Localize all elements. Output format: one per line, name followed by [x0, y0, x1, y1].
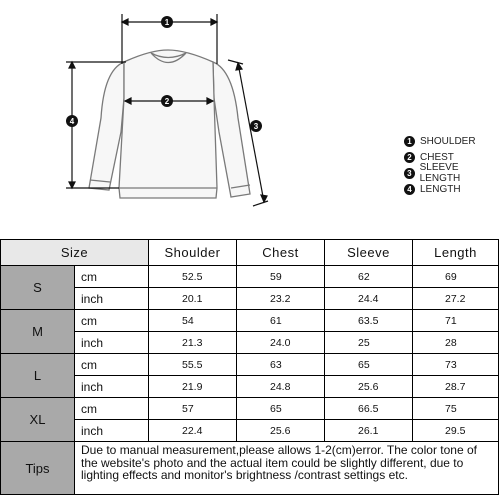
number-2-icon: 2 [404, 152, 415, 163]
value-cell: 23.2 [237, 288, 325, 310]
measure-marker-shoulder [161, 16, 173, 28]
header-shoulder: Shoulder [149, 240, 237, 266]
value-cell: 21.3 [149, 332, 237, 354]
sweater-outline [89, 50, 250, 198]
value-cell: 57 [149, 398, 237, 420]
value-cell: 28.7 [413, 376, 499, 398]
table-row [1, 288, 499, 310]
legend-item-sleeve [404, 162, 499, 184]
value-cell: 25.6 [325, 376, 413, 398]
value-cell: 65 [237, 398, 325, 420]
value-cell: 71 [413, 310, 499, 332]
table-row [1, 310, 499, 332]
value-cell: 54 [149, 310, 237, 332]
value-cell: 27.2 [413, 288, 499, 310]
tips-label: Tips [1, 442, 75, 495]
value-cell: 52.5 [149, 266, 237, 288]
value-cell: 24.8 [237, 376, 325, 398]
table-row [1, 354, 499, 376]
unit-label: inch [75, 420, 149, 442]
number-3-icon: 3 [404, 168, 415, 179]
value-cell: 59 [237, 266, 325, 288]
sweater-measurement-diagram [0, 0, 499, 235]
value-cell: 63 [237, 354, 325, 376]
value-cell: 73 [413, 354, 499, 376]
value-cell: 66.5 [325, 398, 413, 420]
value-cell: 21.9 [149, 376, 237, 398]
measurement-legend [404, 133, 499, 197]
table-header-row [1, 240, 499, 266]
unit-label: cm [75, 354, 149, 376]
size-label: M [1, 310, 75, 354]
value-cell: 65 [325, 354, 413, 376]
measure-marker-length [66, 115, 78, 127]
svg-text:1: 1 [164, 18, 170, 27]
table-row [1, 376, 499, 398]
legend-label: SHOULDER [420, 135, 476, 147]
unit-label: inch [75, 332, 149, 354]
table-row [1, 398, 499, 420]
measure-marker-sleeve [250, 120, 262, 132]
value-cell: 29.5 [413, 420, 499, 442]
unit-label: cm [75, 398, 149, 420]
sweater-body [119, 50, 217, 198]
tips-row [1, 442, 499, 495]
tips-text: Due to manual measurement,please allows 1-2(cm)error. The color tone of the website's photo and the actual item could be slightly different, due to lighting effects and monitor's brightness /contrast settings etc. [75, 442, 499, 495]
unit-label: cm [75, 266, 149, 288]
value-cell: 55.5 [149, 354, 237, 376]
legend-label: CHEST [420, 151, 454, 163]
value-cell: 61 [237, 310, 325, 332]
header-sleeve: Sleeve [325, 240, 413, 266]
value-cell: 63.5 [325, 310, 413, 332]
legend-label: SLEEVE LENGTH [419, 162, 461, 184]
unit-label: cm [75, 310, 149, 332]
value-cell: 20.1 [149, 288, 237, 310]
value-cell: 24.4 [325, 288, 413, 310]
size-label: XL [1, 398, 75, 442]
value-cell: 24.0 [237, 332, 325, 354]
unit-label: inch [75, 376, 149, 398]
size-label: L [1, 354, 75, 398]
value-cell: 25 [325, 332, 413, 354]
size-label: S [1, 266, 75, 310]
left-sleeve [89, 62, 124, 190]
size-chart-table [0, 239, 499, 495]
table-row [1, 420, 499, 442]
legend-label: LENGTH [420, 183, 461, 195]
value-cell: 69 [413, 266, 499, 288]
header-length: Length [413, 240, 499, 266]
table-row [1, 332, 499, 354]
measure-marker-chest [161, 95, 173, 107]
value-cell: 22.4 [149, 420, 237, 442]
value-cell: 62 [325, 266, 413, 288]
svg-text:4: 4 [69, 117, 75, 126]
value-cell: 25.6 [237, 420, 325, 442]
header-size: Size [1, 240, 149, 266]
number-1-icon: 1 [404, 136, 415, 147]
unit-label: inch [75, 288, 149, 310]
value-cell: 28 [413, 332, 499, 354]
svg-text:2: 2 [164, 97, 170, 106]
right-sleeve [213, 62, 250, 197]
number-4-icon: 4 [404, 184, 415, 195]
header-chest: Chest [237, 240, 325, 266]
svg-text:3: 3 [253, 122, 259, 131]
value-cell: 26.1 [325, 420, 413, 442]
value-cell: 75 [413, 398, 499, 420]
legend-item-shoulder [404, 133, 499, 149]
table-row [1, 266, 499, 288]
